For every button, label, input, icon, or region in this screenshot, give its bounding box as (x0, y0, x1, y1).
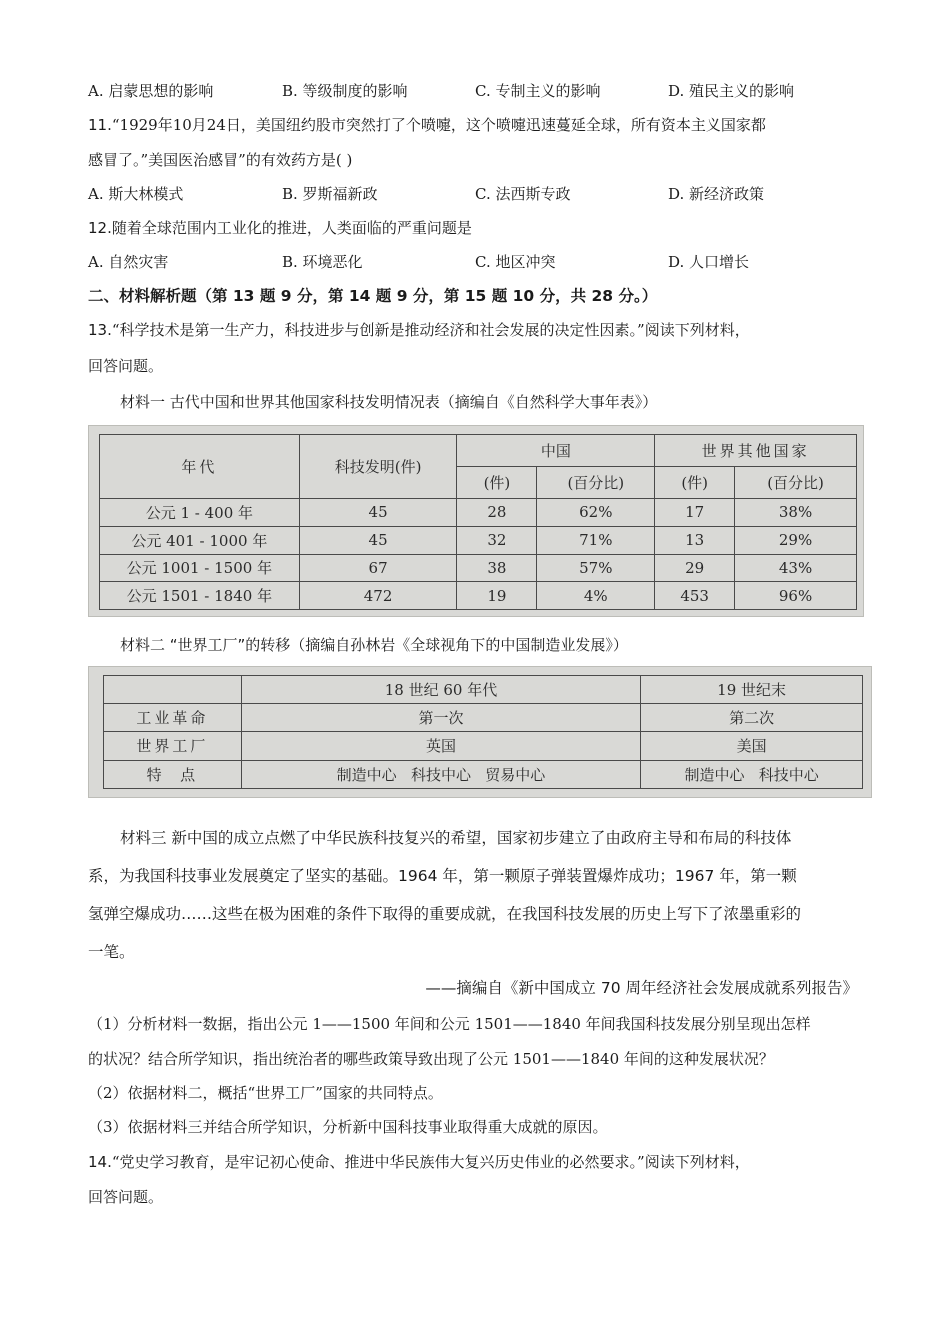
material2-table (103, 675, 863, 789)
table1-w-pct: 29% (735, 526, 857, 554)
table1-header-cn-percent: (百分比) (537, 467, 655, 499)
table1-total: 472 (299, 582, 457, 610)
table1-total: 67 (299, 554, 457, 582)
q11-option-b[interactable]: B. 罗斯福新政 (282, 185, 378, 203)
q13-text-line1: “科学技术是第一生产力，科技进步与创新是推动经济和社会发展的决定性因素。”阅读下列材料， (111, 321, 750, 339)
table-row (104, 732, 863, 760)
material3-line4: 一笔。 (88, 943, 135, 961)
table2-r1-c1: 第一次 (241, 704, 640, 732)
q13-question (88, 319, 860, 341)
table1-cn: 19 (457, 582, 537, 610)
q13-text-line2: 回答问题。 (88, 357, 164, 375)
q14-text-line2: 回答问题。 (88, 1188, 164, 1206)
q11-text-line2: 感冒了。”美国医治感冒”的有效药方是( ) (88, 151, 353, 169)
table-row (104, 704, 863, 732)
table1-w: 453 (655, 582, 735, 610)
table1-header-year: 年代 (100, 435, 300, 499)
q10-options (88, 80, 868, 102)
q14-number: 14. (88, 1153, 112, 1171)
material1-table (99, 434, 857, 610)
table2-r1-label: 工业革命 (104, 704, 242, 732)
table2-col2: 19 世纪末 (641, 676, 863, 704)
q11-text-line1: “1929年10月24日，美国纽约股市突然打了个喷嚏，这个喷嚏迅速蔓延全球，所有资本主义国家都 (111, 116, 766, 134)
table-row (100, 499, 857, 527)
table1-year: 公元 1 - 400 年 (100, 499, 300, 527)
material3-line2: 系，为我国科技事业发展奠定了坚实的基础。1964 年，第一颗原子弹装置爆炸成功；1967 年，第一颗 (88, 867, 797, 885)
q11-option-a[interactable]: A. 斯大林模式 (88, 185, 184, 203)
q12-option-a[interactable]: A. 自然灾害 (88, 253, 169, 271)
table2-r3-label: 特 点 (104, 760, 242, 788)
table1-header-china: 中国 (457, 435, 655, 467)
material2-table-image (88, 666, 872, 798)
table1-cn-pct: 57% (537, 554, 655, 582)
material3-line3: 氢弹空爆成功……这些在极为困难的条件下取得的重要成就，在我国科技发展的历史上写下了浓墨重彩的 (88, 905, 802, 923)
table1-w: 17 (655, 499, 735, 527)
material1-table-image (88, 425, 864, 617)
table-row (100, 526, 857, 554)
table1-header-world: 世界其他国家 (655, 435, 857, 467)
q10-option-a[interactable]: A. 启蒙思想的影响 (88, 82, 214, 100)
table1-w: 13 (655, 526, 735, 554)
table1-cn: 38 (457, 554, 537, 582)
material1-caption: 材料一 古代中国和世界其他国家科技发明情况表（摘编自《自然科学大事年表》） (120, 393, 658, 411)
q12-option-c[interactable]: C. 地区冲突 (475, 253, 556, 271)
q12-option-d[interactable]: D. 人口增长 (668, 253, 750, 271)
table1-cn-pct: 4% (537, 582, 655, 610)
material2-caption: 材料二 “世界工厂”的转移（摘编自孙林岩《全球视角下的中国制造业发展》） (120, 636, 628, 654)
table2-col1: 18 世纪 60 年代 (241, 676, 640, 704)
table1-total: 45 (299, 526, 457, 554)
q11-question (88, 114, 860, 136)
q13-sub3: （3）依据材料三并结合所学知识，分析新中国科技事业取得重大成就的原因。 (88, 1118, 608, 1136)
q12-question (88, 217, 860, 239)
table2-r3-c1: 制造中心 科技中心 贸易中心 (241, 760, 640, 788)
table-row (104, 760, 863, 788)
table2-r3-c2: 制造中心 科技中心 (641, 760, 863, 788)
table1-header-inventions: 科技发明(件) (299, 435, 457, 499)
q13-sub2: （2）依据材料二，概括“世界工厂”国家的共同特点。 (88, 1084, 443, 1102)
table1-w-pct: 96% (735, 582, 857, 610)
q14-question (88, 1151, 860, 1173)
table1-header-w-count: (件) (655, 467, 735, 499)
table1-cn-pct: 62% (537, 499, 655, 527)
table1-w-pct: 38% (735, 499, 857, 527)
q11-option-c[interactable]: C. 法西斯专政 (475, 185, 571, 203)
table2-r2-c1: 英国 (241, 732, 640, 760)
q12-options (88, 251, 868, 273)
q10-option-c[interactable]: C. 专制主义的影响 (475, 82, 601, 100)
table1-header-w-percent: (百分比) (735, 467, 857, 499)
table-row (100, 582, 857, 610)
material3-source: ——摘编自《新中国成立 70 周年经济社会发展成就系列报告》 (425, 979, 858, 997)
q12-text: 随着全球范围内工业化的推进，人类面临的严重问题是 (111, 219, 472, 237)
q12-option-b[interactable]: B. 环境恶化 (282, 253, 363, 271)
table2-r2-c2: 美国 (641, 732, 863, 760)
q11-option-d[interactable]: D. 新经济政策 (668, 185, 765, 203)
q11-number: 11. (88, 116, 112, 134)
table1-cn-pct: 71% (537, 526, 655, 554)
table1-year: 公元 1001 - 1500 年 (100, 554, 300, 582)
table1-w-pct: 43% (735, 554, 857, 582)
table1-header-cn-count: (件) (457, 467, 537, 499)
q13-number: 13. (88, 321, 112, 339)
q13-sub1-line2: 的状况？结合所学知识，指出统治者的哪些政策导致出现了公元 1501——1840 年间的这种发展状况？ (88, 1050, 774, 1068)
table2-r1-c2: 第二次 (641, 704, 863, 732)
table2-corner (104, 676, 242, 704)
table-row (100, 554, 857, 582)
q11-options (88, 183, 868, 205)
q10-option-d[interactable]: D. 殖民主义的影响 (668, 82, 795, 100)
table1-year: 公元 401 - 1000 年 (100, 526, 300, 554)
table1-cn: 28 (457, 499, 537, 527)
section2-title: 二、材料解析题（第 13 题 9 分，第 14 题 9 分，第 15 题 10 分，共 28 分。） (88, 287, 658, 305)
q10-option-b[interactable]: B. 等级制度的影响 (282, 82, 408, 100)
q12-number: 12. (88, 219, 112, 237)
table1-cn: 32 (457, 526, 537, 554)
q14-text-line1: “党史学习教育，是牢记初心使命、推进中华民族伟大复兴历史伟业的必然要求。”阅读下列材料， (111, 1153, 750, 1171)
table2-r2-label: 世界工厂 (104, 732, 242, 760)
q13-sub1-line1: （1）分析材料一数据，指出公元 1——1500 年间和公元 1501——1840 年间我国科技发展分别呈现出怎样 (88, 1015, 811, 1033)
table1-total: 45 (299, 499, 457, 527)
table1-year: 公元 1501 - 1840 年 (100, 582, 300, 610)
material3-line1: 材料三 新中国的成立点燃了中华民族科技复兴的希望，国家初步建立了由政府主导和布局的科技体 (120, 829, 792, 847)
table1-w: 29 (655, 554, 735, 582)
